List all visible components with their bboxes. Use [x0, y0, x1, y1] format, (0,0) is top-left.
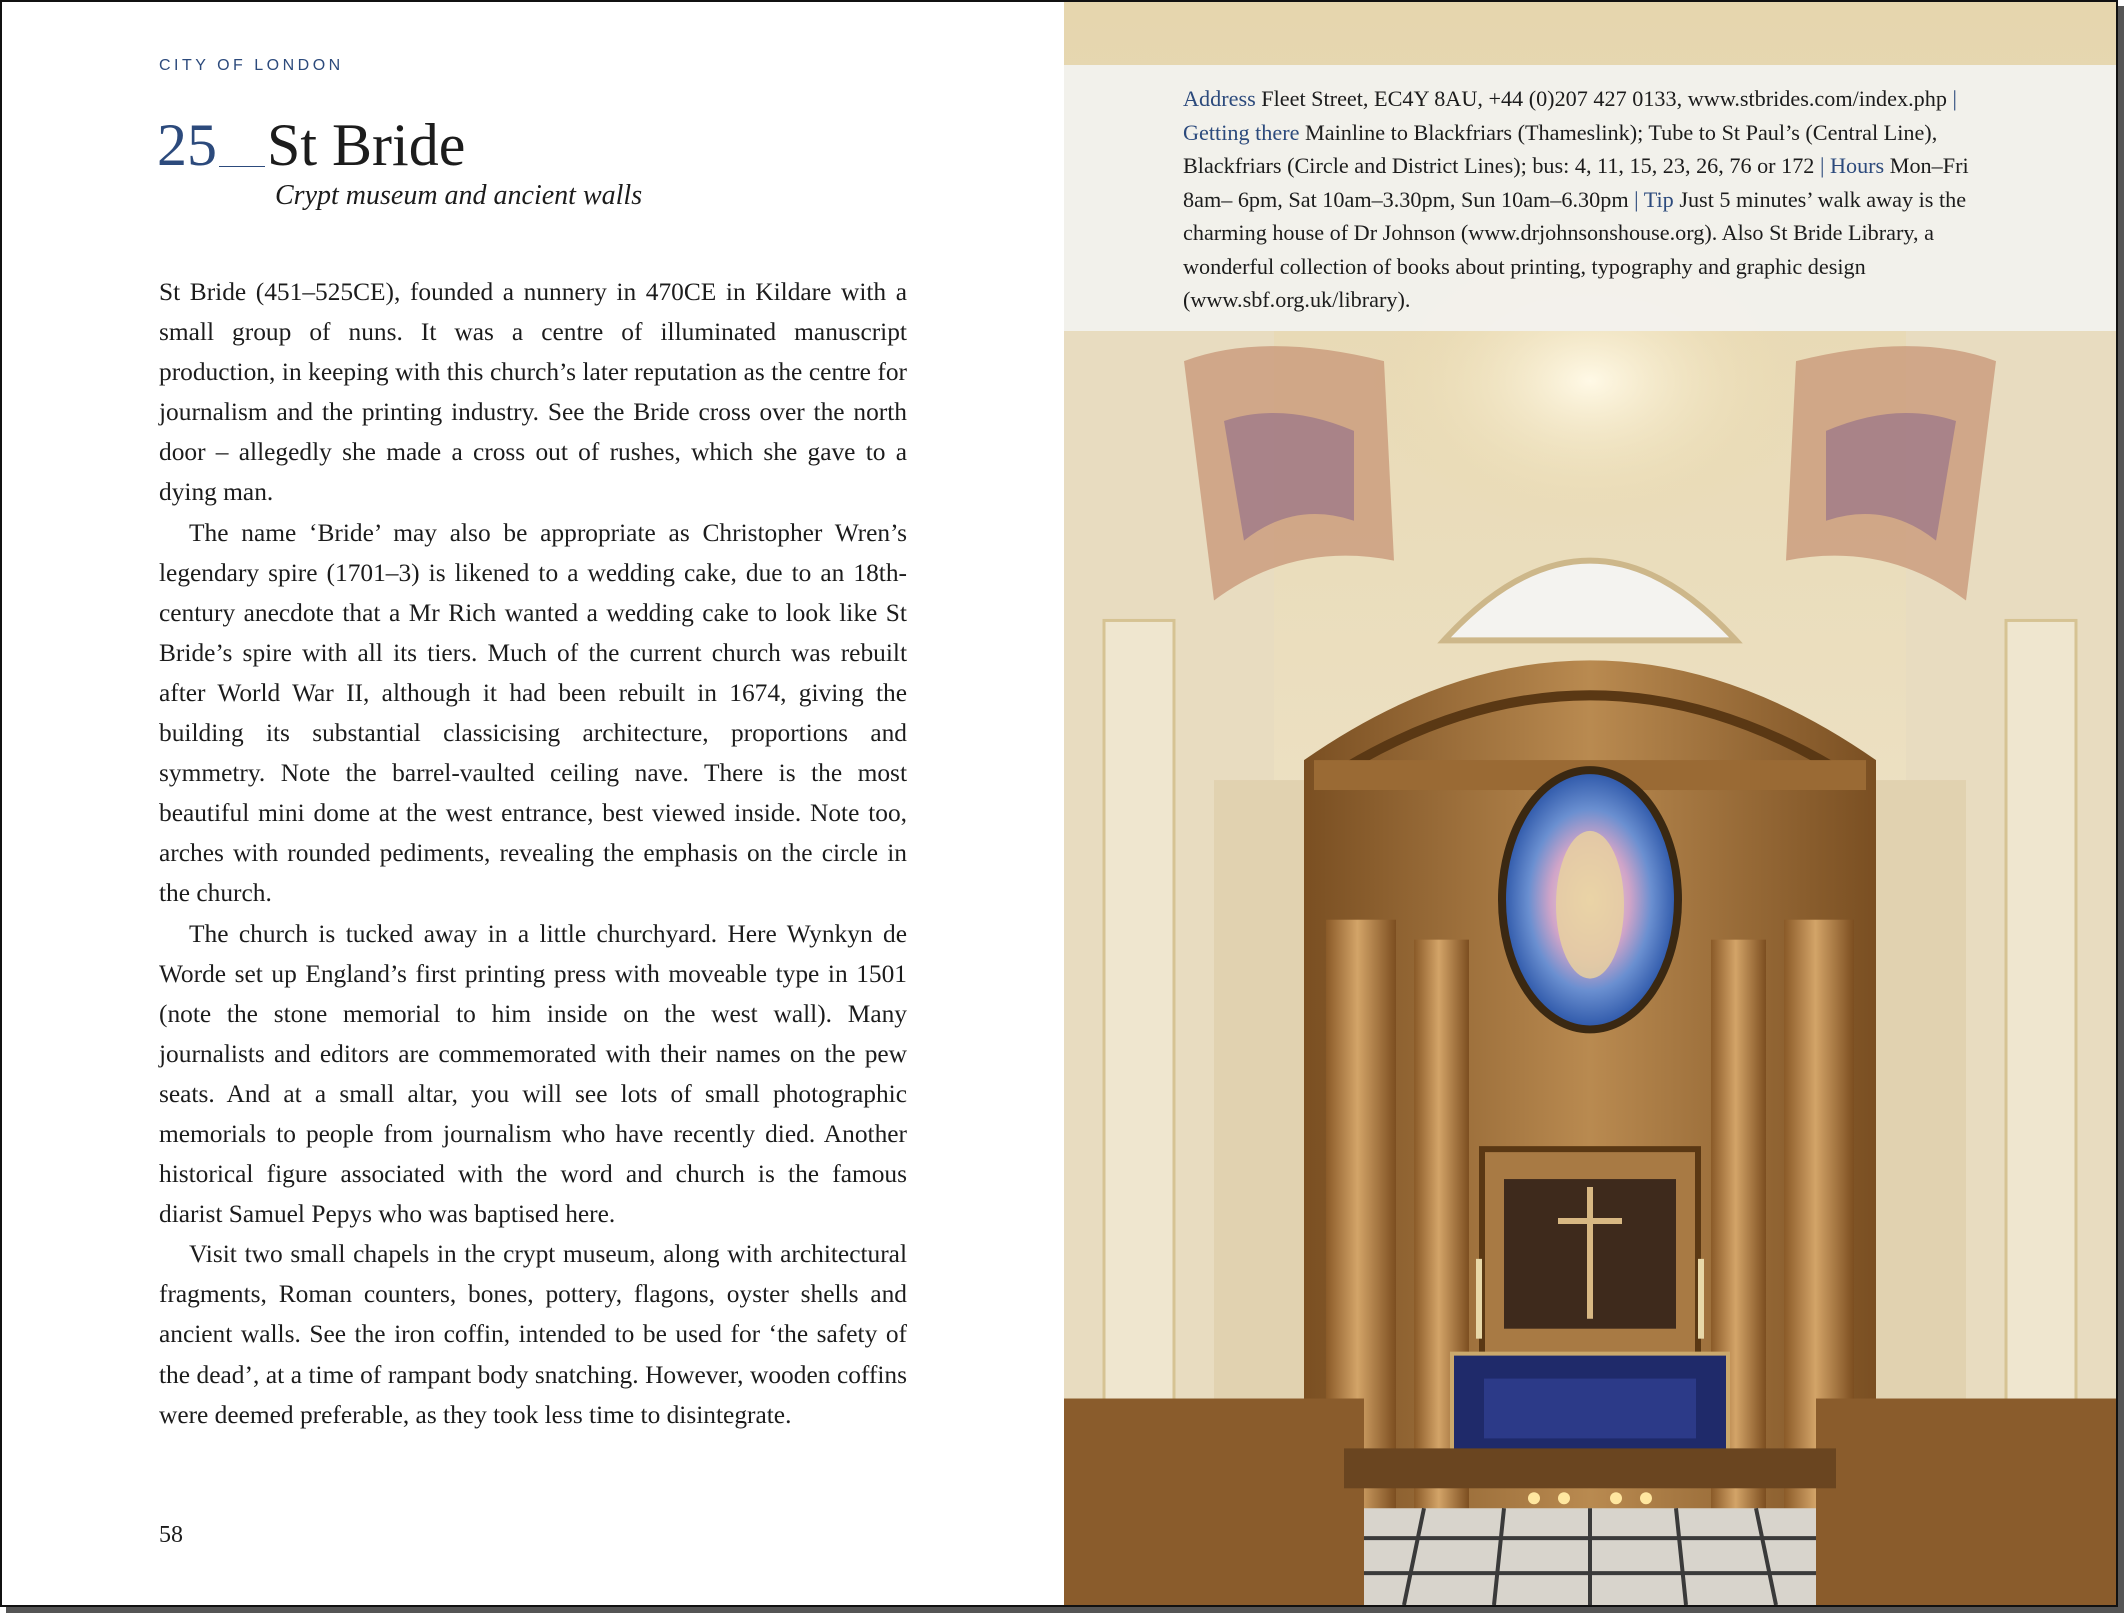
tip-label: Tip [1643, 186, 1674, 212]
separator: | [1634, 186, 1639, 212]
left-page [2, 2, 1064, 1605]
hours-value: Mon–Fri 8am– 6pm, Sat 10am–3.30pm, Sun 10am–6.30pm [1183, 153, 1969, 212]
address-label: Address [1183, 86, 1256, 111]
entry-heading [157, 110, 465, 180]
paragraph: St Bride (451–525CE), founded a nunnery in 470CE in Kildare with a small group of nuns. It was a centre of illuminated manuscript production, in keeping with this church’s later reputation as the centre for journalism and the printing industry. See the Bride cross over the north door – allegedly she made a cross out of rushes, which she gave to a dying man. [159, 278, 907, 507]
separator: | [1819, 153, 1825, 178]
visitor-info-box [1064, 65, 2116, 331]
entry-number: 25 [157, 112, 217, 178]
separator: | [1952, 86, 1957, 111]
paragraph: The name ‘Bride’ may also be appropriate as Christopher Wren’s legendary spire (1701–3) is likened to a wedding cake, due to an 18th-century anecdote that a Mr Rich wanted a wedding cake to look like St Bride’s spire with all its tiers. Much of the current church was rebuilt after World War II, although it had been rebuilt in 1674, giving the building its substantial classicising architecture, proportions and symmetry. Note the barrel-vaulted ceiling nave. There is the most beautiful mini dome at the west entrance, best viewed inside. Note too, arches with rounded pediments, revealing the emphasis on the circle in the church. [159, 518, 907, 908]
address-value: Fleet Street, EC4Y 8AU, +44 (0)207 427 0133, www.stbrides.com/index.php [1261, 86, 1947, 111]
entry-subtitle: Crypt museum and ancient walls [275, 180, 643, 211]
right-page [1064, 2, 2116, 1605]
body-text [159, 272, 907, 1435]
page-number: 58 [159, 1522, 183, 1548]
paragraph: The church is tucked away in a little churchyard. Here Wynkyn de Worde set up England’s first printing press with moveable type in 1501 (note the stone memorial to him inside on the west wall). Many journalists and editors are commemorated with their names on the pew seats. And at a small altar, you will see lots of small photographic memorials to people from journalism who have recently died. Another historical figure associated with the word and church is the famous diarist Samuel Pepys who was baptised here. [159, 919, 907, 1229]
entry-title: St Bride [267, 112, 466, 178]
getting-there-label: Getting there [1183, 119, 1300, 145]
paragraph: Visit two small chapels in the crypt museum, along with architectural fragments, Roman counters, bones, pottery, flagons, oyster shells and ancient walls. See the iron coffin, intended to be used for ‘the safety of the dead’, at a time of rampant body snatching. However, wooden coffins were deemed preferable, as they took less time to disintegrate. [159, 1240, 907, 1429]
tip-value: Just 5 minutes’ walk away is the charming house of Dr Johnson (www.drjohnsonshouse.org). Also St Bride Library, a wonderful collection of books about printing, typography and graphic design (www.sbf.org.uk/library). [1183, 186, 1967, 312]
section-label: CITY OF LONDON [159, 57, 344, 74]
visitor-info-text [1183, 82, 2013, 317]
hours-label: Hours [1829, 153, 1885, 178]
getting-there-value: Mainline to Blackfriars (Thameslink); Tube to St Paul’s (Central Line), Blackfriars (Circle and District Lines); bus: 4, 11, 15, 23, 26, 76 or 172 [1183, 119, 1938, 178]
heading-rule [219, 166, 265, 167]
